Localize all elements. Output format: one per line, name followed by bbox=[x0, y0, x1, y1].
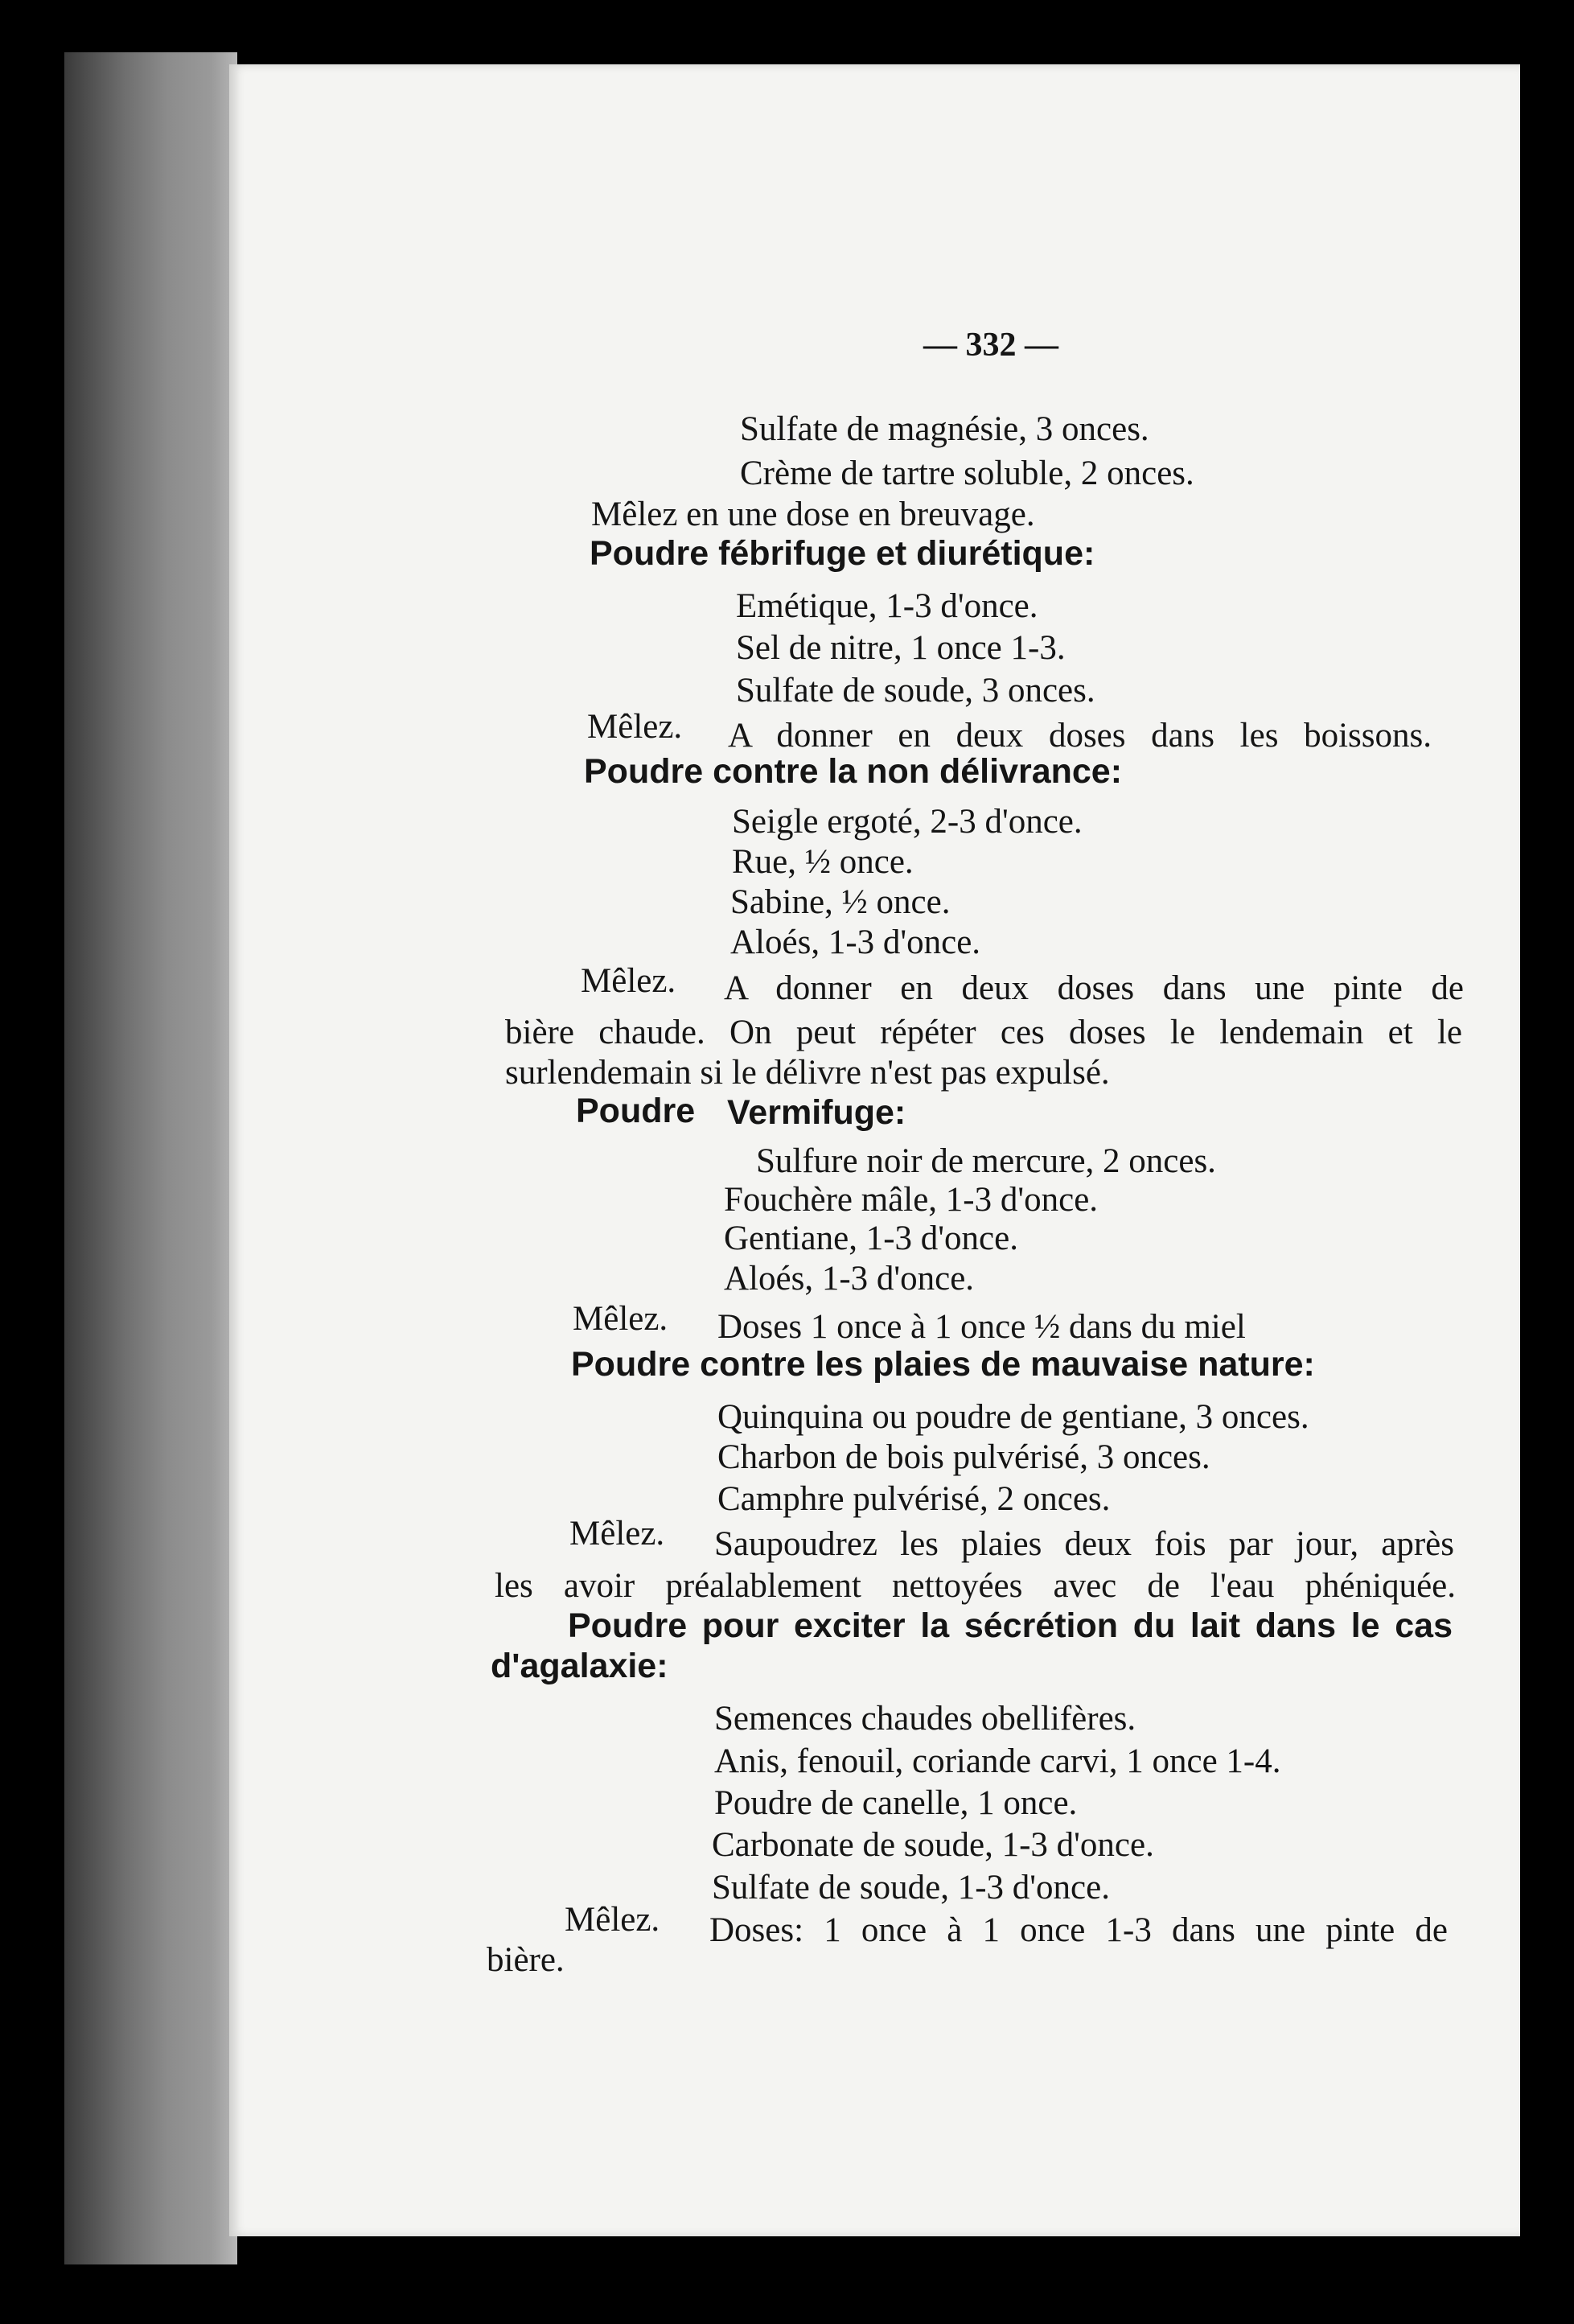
section-heading: Poudre contre la non délivrance: bbox=[584, 752, 1123, 791]
section-heading: d'agalaxie: bbox=[491, 1647, 668, 1685]
text-line: Crème de tartre soluble, 2 onces. bbox=[740, 455, 1194, 492]
section-heading: Poudre bbox=[576, 1092, 696, 1130]
book-spine bbox=[64, 52, 237, 2264]
section-heading: Vermifuge: bbox=[727, 1093, 906, 1132]
text-line: Carbonate de soude, 1-3 d'once. bbox=[712, 1826, 1154, 1864]
text-line: bière chaude. On peut répéter ces doses le lendemain et le bbox=[505, 1014, 1462, 1051]
text-line: Camphre pulvérisé, 2 onces. bbox=[717, 1480, 1111, 1518]
section-heading: Poudre fébrifuge et diurétique: bbox=[590, 534, 1095, 573]
melez-label: Mêlez. bbox=[581, 962, 676, 1000]
text-line: Doses 1 once à 1 once ½ dans du miel bbox=[717, 1308, 1246, 1346]
melez-label: Mêlez. bbox=[569, 1515, 665, 1553]
melez-label: Mêlez. bbox=[565, 1901, 660, 1939]
text-line: A donner en deux doses dans une pinte de bbox=[724, 969, 1464, 1007]
text-line: les avoir préalablement nettoyées avec de l'eau phéniquée. bbox=[495, 1567, 1456, 1605]
text-line: Sulfate de magnésie, 3 onces. bbox=[740, 410, 1149, 448]
section-heading: Poudre pour exciter la sécrétion du lait dans le cas bbox=[568, 1606, 1453, 1645]
text-line: bière. bbox=[487, 1941, 565, 1979]
text-line: Sel de nitre, 1 once 1-3. bbox=[736, 629, 1066, 667]
text-line: Gentiane, 1-3 d'once. bbox=[724, 1220, 1018, 1257]
text-line: Poudre de canelle, 1 once. bbox=[714, 1784, 1078, 1822]
melez-label: Mêlez. bbox=[573, 1300, 668, 1338]
text-line: Aloés, 1-3 d'once. bbox=[724, 1260, 975, 1298]
text-line: Emétique, 1-3 d'once. bbox=[736, 587, 1038, 625]
text-line: Sabine, ½ once. bbox=[730, 883, 951, 921]
text-line: Semences chaudes obellifères. bbox=[714, 1700, 1136, 1738]
text-line: Seigle ergoté, 2-3 d'once. bbox=[732, 803, 1083, 841]
text-line: Aloés, 1-3 d'once. bbox=[730, 923, 981, 961]
text-line: Saupoudrez les plaies deux fois par jour, après bbox=[714, 1525, 1454, 1563]
section-heading: Poudre contre les plaies de mauvaise nature: bbox=[571, 1345, 1315, 1384]
text-line: Charbon de bois pulvérisé, 3 onces. bbox=[717, 1438, 1210, 1476]
text-line: Rue, ½ once. bbox=[732, 843, 914, 881]
text-line: Doses: 1 once à 1 once 1-3 dans une pinte de bbox=[709, 1911, 1448, 1949]
text-line: Fouchère mâle, 1-3 d'once. bbox=[724, 1181, 1099, 1219]
text-line: Sulfure noir de mercure, 2 onces. bbox=[756, 1142, 1216, 1180]
text-line: Anis, fenouil, coriande carvi, 1 once 1-4. bbox=[714, 1742, 1281, 1780]
text-line: surlendemain si le délivre n'est pas expulsé. bbox=[505, 1054, 1110, 1092]
text-line: Sulfate de soude, 1-3 d'once. bbox=[712, 1869, 1110, 1907]
melez-label: Mêlez. bbox=[587, 708, 683, 746]
text-line: Quinquina ou poudre de gentiane, 3 onces. bbox=[717, 1398, 1309, 1436]
text-line: Sulfate de soude, 3 onces. bbox=[736, 672, 1095, 710]
page-number: — 332 — bbox=[923, 327, 1058, 364]
text-line: Mêlez en une dose en breuvage. bbox=[591, 496, 1035, 533]
text-line: A donner en deux doses dans les boissons. bbox=[728, 717, 1432, 755]
